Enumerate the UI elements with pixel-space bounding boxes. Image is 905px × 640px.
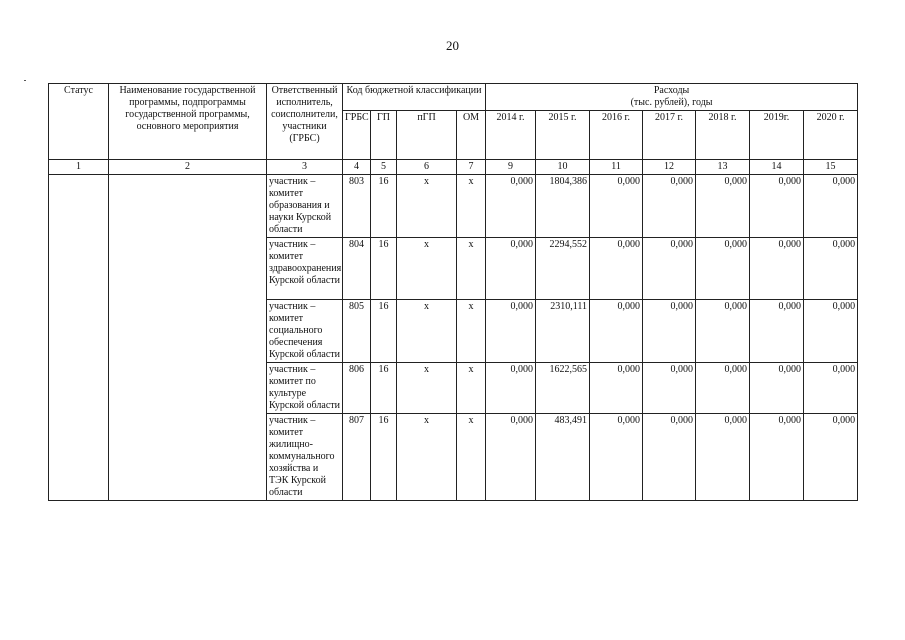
column-number: 4	[343, 160, 371, 175]
om-cell: х	[457, 175, 486, 238]
om-cell: х	[457, 414, 486, 501]
pgp-cell: х	[397, 238, 457, 300]
value-cell-2014: 0,000	[486, 414, 536, 501]
year-header-2020: 2020 г.	[804, 111, 858, 160]
column-number: 5	[371, 160, 397, 175]
gp-cell: 16	[371, 414, 397, 501]
grbs-cell: 807	[343, 414, 371, 501]
value-cell-2019: 0,000	[750, 363, 804, 414]
value-cell-2017: 0,000	[643, 175, 696, 238]
budget-code-header: Код бюджетной классификации	[343, 84, 486, 111]
value-cell-2015: 1622,565	[536, 363, 590, 414]
column-number: 15	[804, 160, 858, 175]
value-cell-2016: 0,000	[590, 414, 643, 501]
grbs-cell: 806	[343, 363, 371, 414]
table-row	[49, 175, 858, 238]
status-cell	[49, 175, 109, 501]
grbs-cell: 805	[343, 300, 371, 363]
column-number: 14	[750, 160, 804, 175]
page-number: 20	[446, 38, 459, 53]
grbs-cell: 804	[343, 238, 371, 300]
om-cell: х	[457, 300, 486, 363]
value-cell-2017: 0,000	[643, 414, 696, 501]
name-cell	[109, 175, 267, 501]
value-cell-2020: 0,000	[804, 300, 858, 363]
value-cell-2019: 0,000	[750, 414, 804, 501]
executor-cell: участник – комитет здравоохранения Курской области	[267, 238, 343, 300]
margin-mark	[24, 80, 26, 81]
om-cell: х	[457, 363, 486, 414]
year-header-2015: 2015 г.	[536, 111, 590, 160]
value-cell-2020: 0,000	[804, 175, 858, 238]
value-cell-2015: 2310,111	[536, 300, 590, 363]
name-header: Наименование государственной программы, подпрограммы государственной программы, основного мероприятия	[109, 84, 267, 160]
column-number: 7	[457, 160, 486, 175]
value-cell-2018: 0,000	[696, 238, 750, 300]
value-cell-2014: 0,000	[486, 300, 536, 363]
executor-cell: участник – комитет образования и науки Курской области	[267, 175, 343, 238]
executor-cell: участник – комитет жилищно-коммунального хозяйства и ТЭК Курской области	[267, 414, 343, 501]
gp-cell: 16	[371, 238, 397, 300]
value-cell-2017: 0,000	[643, 238, 696, 300]
column-number: 2	[109, 160, 267, 175]
value-cell-2017: 0,000	[643, 363, 696, 414]
year-header-2017: 2017 г.	[643, 111, 696, 160]
column-number: 1	[49, 160, 109, 175]
om-header: ОМ	[457, 111, 486, 160]
value-cell-2016: 0,000	[590, 363, 643, 414]
value-cell-2018: 0,000	[696, 363, 750, 414]
status-header: Статус	[49, 84, 109, 160]
column-number: 11	[590, 160, 643, 175]
expenses-header	[486, 84, 858, 111]
value-cell-2014: 0,000	[486, 363, 536, 414]
value-cell-2015: 1804,386	[536, 175, 590, 238]
value-cell-2014: 0,000	[486, 238, 536, 300]
value-cell-2018: 0,000	[696, 414, 750, 501]
value-cell-2019: 0,000	[750, 175, 804, 238]
value-cell-2016: 0,000	[590, 238, 643, 300]
year-header-2014: 2014 г.	[486, 111, 536, 160]
column-number: 13	[696, 160, 750, 175]
value-cell-2019: 0,000	[750, 300, 804, 363]
executor-cell: участник – комитет социального обеспечения Курской области	[267, 300, 343, 363]
value-cell-2020: 0,000	[804, 238, 858, 300]
value-cell-2018: 0,000	[696, 175, 750, 238]
pgp-cell: х	[397, 175, 457, 238]
value-cell-2016: 0,000	[590, 175, 643, 238]
expenses-units: (тыс. рублей), годы	[630, 97, 713, 108]
gp-header: ГП	[371, 111, 397, 160]
column-number: 10	[536, 160, 590, 175]
gp-cell: 16	[371, 175, 397, 238]
pgp-cell: х	[397, 414, 457, 501]
value-cell-2015: 2294,552	[536, 238, 590, 300]
pgp-cell: х	[397, 363, 457, 414]
column-number-row	[49, 160, 858, 175]
value-cell-2020: 0,000	[804, 363, 858, 414]
om-cell: х	[457, 238, 486, 300]
value-cell-2016: 0,000	[590, 300, 643, 363]
pgp-header: пГП	[397, 111, 457, 160]
year-header-2018: 2018 г.	[696, 111, 750, 160]
value-cell-2015: 483,491	[536, 414, 590, 501]
value-cell-2018: 0,000	[696, 300, 750, 363]
value-cell-2019: 0,000	[750, 238, 804, 300]
value-cell-2020: 0,000	[804, 414, 858, 501]
year-header-2016: 2016 г.	[590, 111, 643, 160]
budget-table	[48, 83, 858, 501]
pgp-cell: х	[397, 300, 457, 363]
year-header-2019: 2019г.	[750, 111, 804, 160]
executor-header: Ответственный исполнитель, соисполнители, участники (ГРБС)	[267, 84, 343, 160]
grbs-header: ГРБС	[343, 111, 371, 160]
column-number: 9	[486, 160, 536, 175]
column-number: 6	[397, 160, 457, 175]
grbs-cell: 803	[343, 175, 371, 238]
executor-cell: участник – комитет по культуре Курской области	[267, 363, 343, 414]
gp-cell: 16	[371, 300, 397, 363]
gp-cell: 16	[371, 363, 397, 414]
value-cell-2017: 0,000	[643, 300, 696, 363]
value-cell-2014: 0,000	[486, 175, 536, 238]
column-number: 3	[267, 160, 343, 175]
expenses-title: Расходы	[653, 85, 690, 96]
column-number: 12	[643, 160, 696, 175]
